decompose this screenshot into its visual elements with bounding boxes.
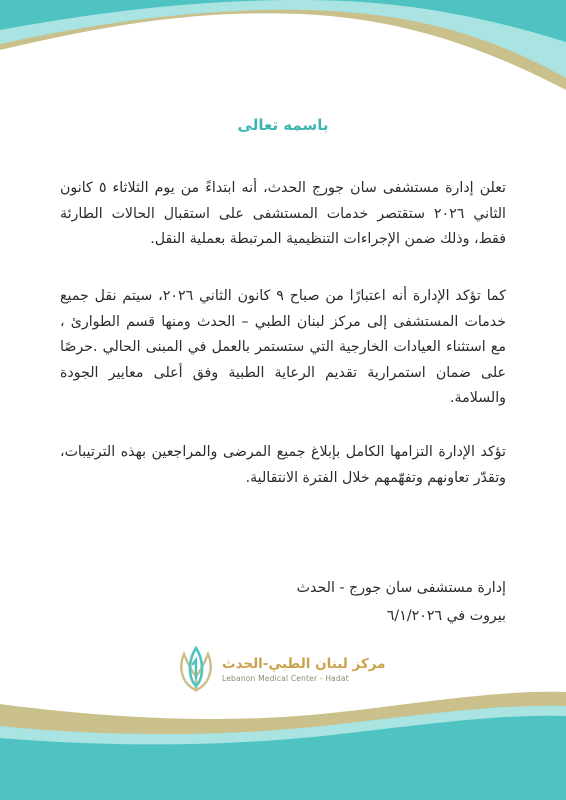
logo-name-english: Lebanon Medical Center - Hadat: [222, 673, 349, 683]
center-logo: [176, 644, 390, 694]
document-heading: باسمه تعالى: [237, 116, 329, 134]
header-wave-decoration: [0, 0, 566, 110]
notice-paragraph-3: تؤكد الإدارة التزامها الكامل بإبلاغ جميع المرضى والمراجعين بهذه الترتيبات، وتقدّر تعاونهم وتفهّمهم خلال الفترة الانتقالية.: [60, 444, 506, 486]
logo-name-arabic: مركز لبنان الطبي-الحدث: [222, 655, 386, 672]
notice-paragraph-2: كما تؤكد الإدارة أنه اعتبارًا من صباح ٩ كانون الثاني ٢٠٢٦، سيتم نقل جميع خدمات المستشفى إلى مركز لبنان الطبي – الحدث ومنها قسم الطوارئ ، مع استثناء العيادات الخارجية التي ستستمر بالعمل في المبنى الحالي .حرصًا على ضمان استمرارية تقديم الرعاية الطبية وفق أعلى معايير الجودة والسلامة.: [60, 288, 506, 406]
logo-text: [222, 655, 386, 684]
date-line: بيروت في ٦/١/٢٠٢٦: [386, 608, 506, 624]
signature-line: إدارة مستشفى سان جورج - الحدث: [296, 580, 506, 596]
footer-wave-decoration: [0, 690, 566, 800]
signature-block: [206, 574, 506, 630]
lotus-logo-icon: [176, 646, 216, 692]
notice-paragraph-1: تعلن إدارة مستشفى سان جورج الحدث، أنه ابتداءً من يوم الثلاثاء ٥ كانون الثاني ٢٠٢٦ ستقتصر خدمات المستشفى على استقبال الحالات الطارئة فقط، وذلك ضمن الإجراءات التنظيمية المرتبطة بعملية النقل.: [60, 180, 506, 247]
